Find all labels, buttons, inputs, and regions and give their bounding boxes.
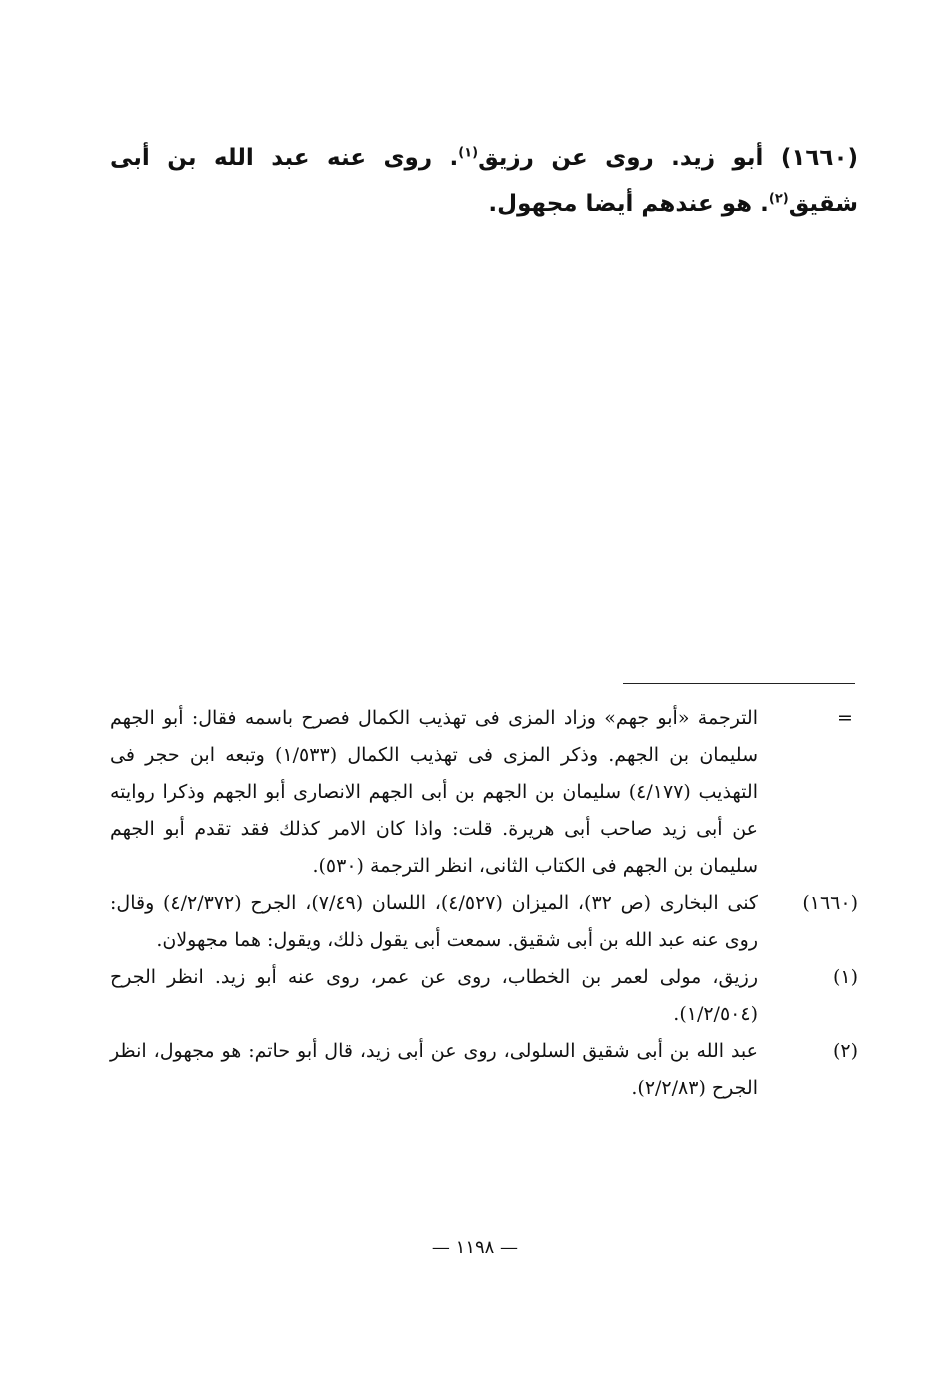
footnote-ref-2[interactable]: (٢) — [768, 191, 789, 207]
footnotes-section — [110, 700, 858, 1107]
footnote-continuation — [110, 700, 858, 885]
footnote-2 — [110, 1033, 858, 1107]
footnote-text: الترجمة «أبو جهم» وزاد المزى فى تهذيب الكمال فصرح باسمه فقال: أبو الجهم سليمان بن الجهم. وذكر المزى فى تهذيب الكمال (١/٥٣٣) وتبعه ابن حجر فى التهذيب (٤/١٧٧) سليمان بن الجهم بن أبى الجهم الانصارى أبو الجهم وذكرا روايته عن أبى زيد صاحب أبى هريرة. قلت: واذا كان الامر كذلك فقد تقدم أبو الجهم سليمان بن الجهم فى الكتاب الثانى، انظر الترجمة (٥٣٠). — [110, 707, 758, 877]
footnote-marker: (١٦٦٠) — [802, 892, 858, 914]
footnote-text: عبد الله بن أبى شقيق السلولى، روى عن أبى زيد، قال أبو حاتم: هو مجهول، انظر الجرح (٢/٢/٨٣). — [110, 1040, 758, 1099]
footnote-text: رزيق، مولى لعمر بن الخطاب، روى عن عمر، روى عنه أبو زيد. انظر الجرح (١/٢/٥٠٤). — [110, 966, 758, 1025]
footnote-marker: (٢) — [832, 1040, 858, 1062]
continuation-marker: = — [837, 707, 853, 729]
page-number: — ١١٩٨ — — [431, 1237, 519, 1258]
entry-text-part3: . هو عندهم أيضا مجهول. — [488, 191, 769, 217]
footnote-1 — [110, 959, 858, 1033]
entry-text-part2: . روى عنه عبد الله بن أبى شقيق — [110, 145, 858, 217]
footnote-text: كنى البخارى (ص ٣٢)، الميزان (٤/٥٢٧)، اللسان (٧/٤٩)، الجرح (٤/٢/٣٧٢) وقال: روى عنه عبد الله بن أبى شقيق. سمعت أبى يقول ذلك، ويقول: هما مجهولان. — [110, 892, 758, 951]
biography-entry — [110, 135, 858, 227]
footnote-entry-1660 — [110, 885, 858, 959]
footnote-marker: (١) — [832, 966, 858, 988]
entry-text-part1: (١٦٦٠) أبو زيد. روى عن رزيق — [478, 145, 859, 171]
footnote-ref-1[interactable]: (١) — [458, 145, 479, 161]
footnote-divider — [623, 683, 855, 684]
